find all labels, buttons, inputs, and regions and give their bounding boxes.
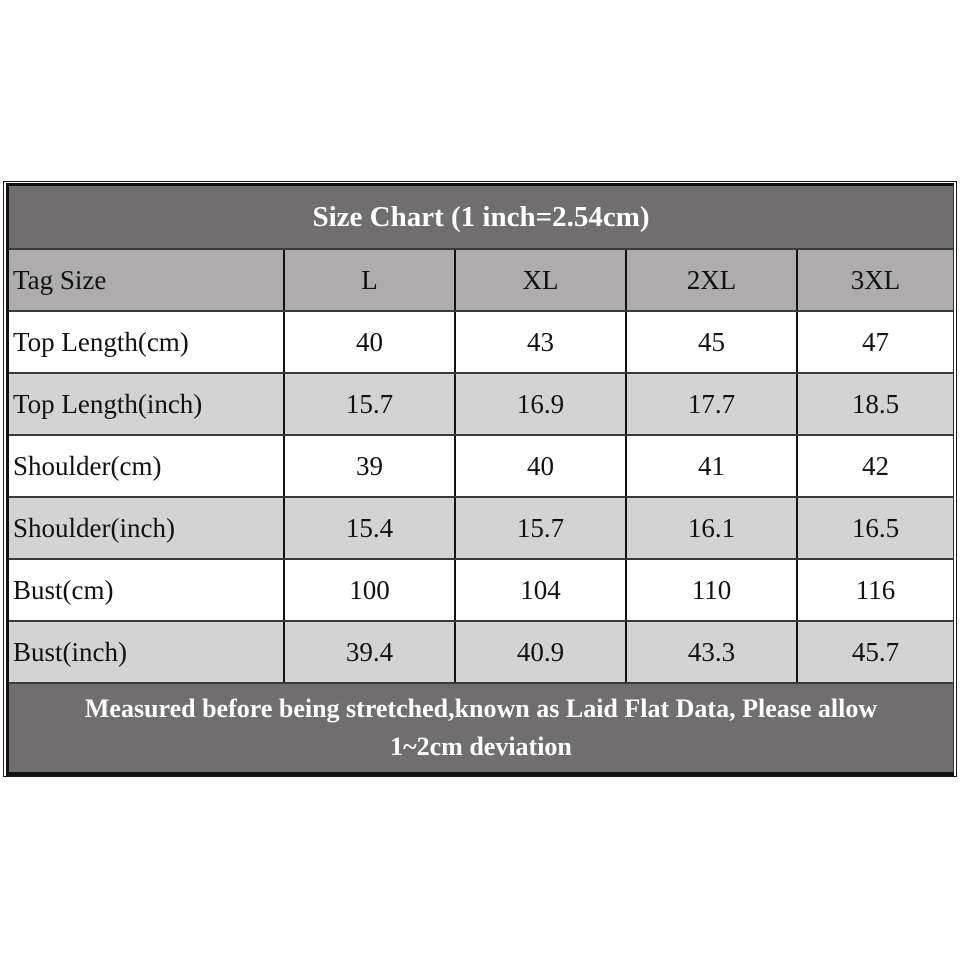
cell-value: 18.5	[797, 373, 953, 435]
table-row-top-length-inch	[9, 373, 953, 435]
size-table	[9, 250, 953, 684]
measurement-note-line-1: Measured before being stretched,known as Laid Flat Data, Please allow	[84, 694, 878, 723]
cell-value: 17.7	[626, 373, 797, 435]
cell-value: 40	[284, 311, 455, 373]
cell-value: 116	[797, 559, 953, 621]
cell-value: 39	[284, 435, 455, 497]
size-chart	[6, 183, 954, 776]
cell-value: 104	[455, 559, 626, 621]
cell-value: 40	[455, 435, 626, 497]
cell-value: 43	[455, 311, 626, 373]
cell-value: 15.7	[455, 497, 626, 559]
cell-value: 15.4	[284, 497, 455, 559]
table-row-bust-inch	[9, 621, 953, 683]
row-label: Top Length(cm)	[9, 311, 284, 373]
chart-title: Size Chart (1 inch=2.54cm)	[9, 186, 953, 250]
cell-value: 110	[626, 559, 797, 621]
table-row-shoulder-inch	[9, 497, 953, 559]
cell-value: 41	[626, 435, 797, 497]
header-size-xl: XL	[455, 250, 626, 311]
cell-value: 47	[797, 311, 953, 373]
row-label: Shoulder(inch)	[9, 497, 284, 559]
cell-value: 39.4	[284, 621, 455, 683]
cell-value: 16.5	[797, 497, 953, 559]
table-row-bust-cm	[9, 559, 953, 621]
header-size-3xl: 3XL	[797, 250, 953, 311]
size-chart-frame	[3, 181, 957, 777]
cell-value: 42	[797, 435, 953, 497]
row-label: Bust(inch)	[9, 621, 284, 683]
cell-value: 45.7	[797, 621, 953, 683]
header-size-l: L	[284, 250, 455, 311]
cell-value: 43.3	[626, 621, 797, 683]
cell-value: 16.9	[455, 373, 626, 435]
header-row	[9, 250, 953, 311]
cell-value: 16.1	[626, 497, 797, 559]
header-size-2xl: 2XL	[626, 250, 797, 311]
cell-value: 40.9	[455, 621, 626, 683]
cell-value: 15.7	[284, 373, 455, 435]
row-label: Top Length(inch)	[9, 373, 284, 435]
measurement-note-line-2: 1~2cm deviation	[390, 732, 572, 761]
cell-value: 45	[626, 311, 797, 373]
table-row-top-length-cm	[9, 311, 953, 373]
table-row-shoulder-cm	[9, 435, 953, 497]
cell-value: 100	[284, 559, 455, 621]
row-label: Shoulder(cm)	[9, 435, 284, 497]
measurement-note	[9, 684, 953, 772]
header-label: Tag Size	[9, 250, 284, 311]
row-label: Bust(cm)	[9, 559, 284, 621]
